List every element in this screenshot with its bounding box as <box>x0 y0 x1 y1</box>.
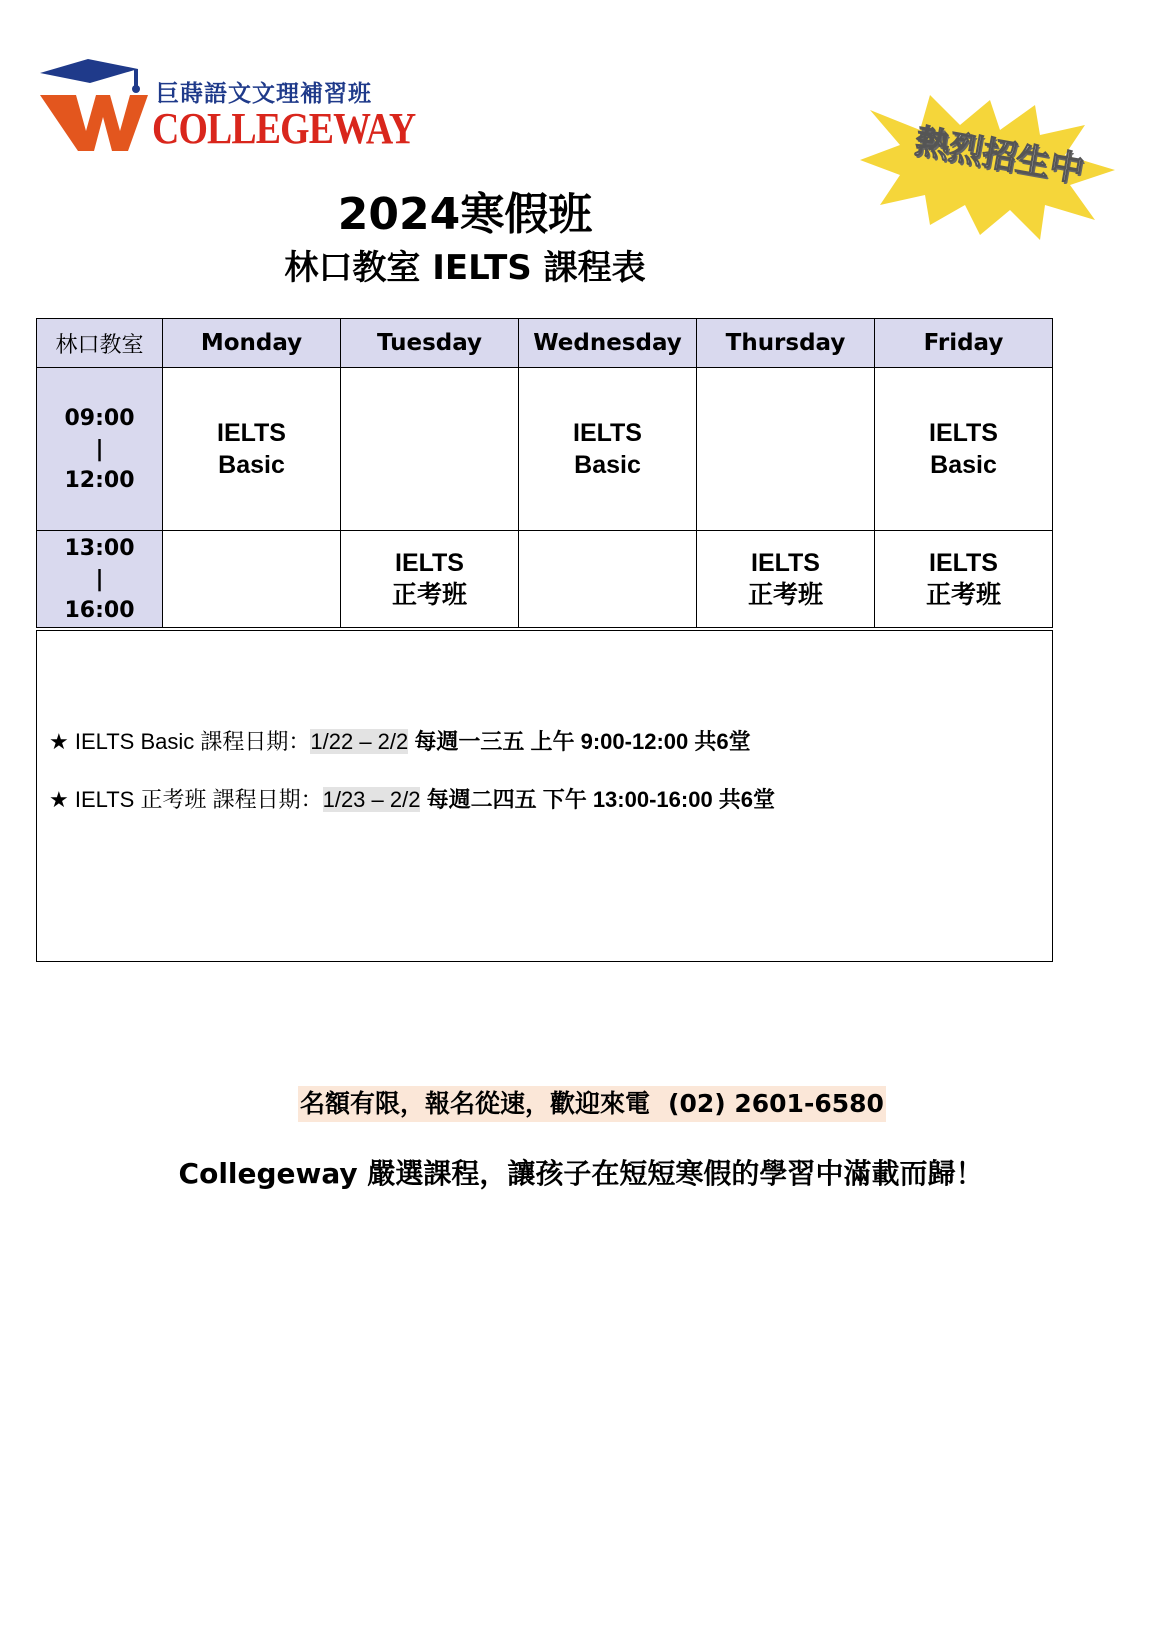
day-header-thursday: Thursday <box>697 319 875 368</box>
class-line: IELTS <box>929 419 998 447</box>
contact-phone: (02) 2601-6580 <box>668 1089 884 1118</box>
time-slot-afternoon <box>37 531 163 628</box>
schedule-header-row <box>37 319 1053 368</box>
class-cell <box>341 368 519 531</box>
contact-text: 名額有限，報名從速，歡迎來電 <box>300 1089 651 1118</box>
class-line: IELTS <box>751 549 820 577</box>
class-line: Basic <box>930 451 997 479</box>
page-title: 2024寒假班 <box>337 189 593 240</box>
tagline: Collegeway 嚴選課程，讓孩子在短短寒假的學習中滿載而歸！ <box>178 1157 984 1190</box>
schedule-row-morning <box>37 368 1053 531</box>
time-start: 13:00 <box>64 535 135 561</box>
time-end: 12:00 <box>64 467 135 493</box>
class-line: 正考班 <box>925 581 1001 609</box>
collegeway-logo <box>38 55 416 165</box>
class-line: IELTS <box>395 549 464 577</box>
page-subtitle: 林口教室 IELTS 課程表 <box>284 248 646 288</box>
contact-line <box>298 1086 886 1122</box>
note-detail: 每週二四五 下午 13:00-16:00 共6堂 <box>426 787 776 812</box>
time-separator: | <box>95 566 104 592</box>
day-header-friday: Friday <box>875 319 1053 368</box>
class-line: 正考班 <box>391 581 467 609</box>
time-start: 09:00 <box>64 405 135 431</box>
day-header-monday: Monday <box>163 319 341 368</box>
class-cell <box>163 531 341 628</box>
class-line: 正考班 <box>747 581 823 609</box>
star-icon: ★ <box>49 787 69 812</box>
class-cell <box>875 368 1053 531</box>
note-detail: 每週一三五 上午 9:00-12:00 共6堂 <box>414 729 751 754</box>
note-label: IELTS 正考班 課程日期： <box>74 787 323 812</box>
day-header-wednesday: Wednesday <box>519 319 697 368</box>
schedule-table <box>36 318 1053 628</box>
day-header-tuesday: Tuesday <box>341 319 519 368</box>
note-label: IELTS Basic 課程日期： <box>74 729 311 754</box>
class-cell <box>519 531 697 628</box>
class-line: Basic <box>218 451 285 479</box>
time-slot-morning <box>37 368 163 531</box>
class-line: IELTS <box>573 419 642 447</box>
time-end: 16:00 <box>64 597 135 623</box>
class-cell <box>875 531 1053 628</box>
course-note-exam <box>49 783 775 814</box>
time-separator: | <box>95 436 104 462</box>
class-cell <box>341 531 519 628</box>
class-line: IELTS <box>217 419 286 447</box>
class-cell <box>697 368 875 531</box>
schedule-row-afternoon <box>37 531 1053 628</box>
logo-english-name: COLLEGEWAY <box>152 104 416 153</box>
class-cell <box>697 531 875 628</box>
class-cell <box>519 368 697 531</box>
course-note-basic <box>49 725 751 756</box>
class-line: IELTS <box>929 549 998 577</box>
note-dates: 1/22 – 2/2 <box>310 729 409 754</box>
logo-w-icon <box>38 55 158 165</box>
star-icon: ★ <box>49 729 69 754</box>
class-line: Basic <box>574 451 641 479</box>
logo-chinese-name: 巨蒔語文文理補習班 <box>156 80 372 107</box>
corner-header: 林口教室 <box>37 319 163 368</box>
course-notes-box <box>36 630 1053 962</box>
badge-text: 熱烈招生中 <box>912 121 1087 191</box>
note-dates: 1/23 – 2/2 <box>322 787 421 812</box>
class-cell <box>163 368 341 531</box>
